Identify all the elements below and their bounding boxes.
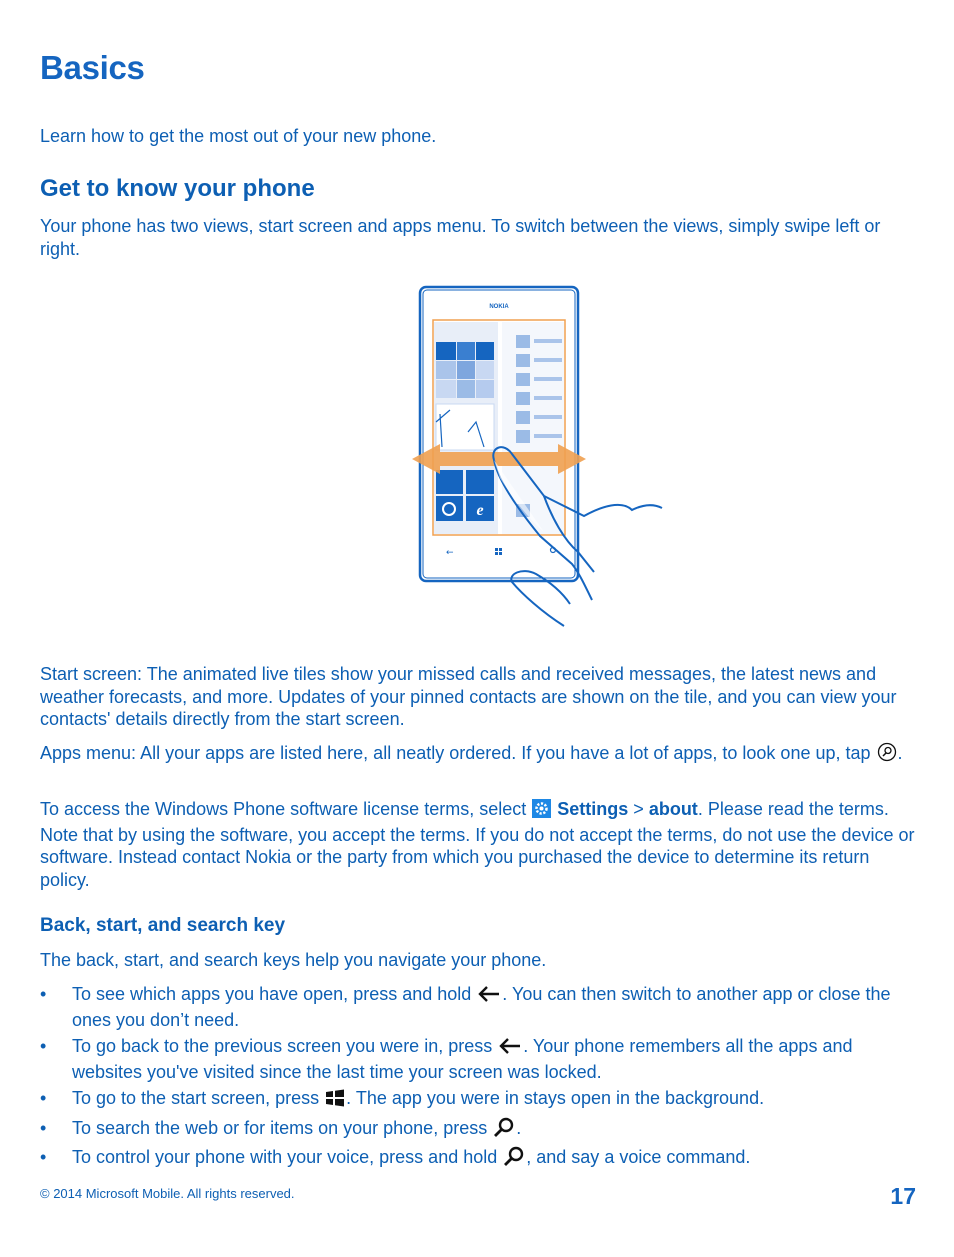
windows-start-icon bbox=[325, 1089, 345, 1113]
page-title: Basics bbox=[40, 49, 145, 86]
section-description: Your phone has two views, start screen and apps menu. To switch between the views, simply swipe left or right. bbox=[40, 216, 881, 259]
keys-heading: Back, start, and search key bbox=[40, 915, 286, 936]
path-separator: > bbox=[633, 799, 644, 819]
keys-description: The back, start, and search keys help you navigate your phone. bbox=[40, 950, 547, 970]
list-item: • To go back to the previous screen you were in, press . Your phone remembers all the apps and websites you've visited since the last time your screen was locked. bbox=[40, 1035, 916, 1083]
list-item: • To see which apps you have open, press and hold . You can then switch to another app or close the ones you don’t need. bbox=[40, 983, 916, 1031]
search-magnifier-icon bbox=[503, 1146, 525, 1172]
intro-paragraph: Learn how to get the most out of your new phone. bbox=[40, 126, 437, 146]
start-screen-paragraph: Start screen: The animated live tiles show your missed calls and received messages, the latest news and weather forecasts, and more. Updates of your pinned contacts are shown on the tile, and you can view your contacts' details directly from the start screen. bbox=[40, 664, 897, 729]
search-magnifier-icon bbox=[493, 1117, 515, 1143]
page-number: 17 bbox=[890, 1183, 916, 1209]
back-arrow-icon bbox=[498, 1037, 522, 1061]
about-label: about bbox=[648, 799, 698, 819]
settings-gear-icon bbox=[532, 799, 551, 824]
back-arrow-icon bbox=[477, 985, 501, 1009]
copyright-footer: © 2014 Microsoft Mobile. All rights reserved. bbox=[40, 1186, 295, 1201]
license-text-before: To access the Windows Phone software license terms, select bbox=[40, 799, 527, 819]
apps-menu-paragraph bbox=[40, 742, 916, 768]
apps-menu-end: . bbox=[897, 743, 903, 763]
list-item: • To go to the start screen, press . The app you were in stays open in the background. bbox=[40, 1087, 916, 1113]
phone-brand: NOKIA bbox=[489, 304, 509, 310]
apps-menu-text: Apps menu: All your apps are listed here, all neatly ordered. If you have a lot of apps, to look one up, tap bbox=[40, 743, 871, 763]
settings-label: Settings bbox=[557, 799, 629, 819]
phone-swipe-figure bbox=[372, 282, 672, 634]
phone-illustration bbox=[372, 282, 672, 639]
svg-text:e: e bbox=[476, 502, 484, 519]
search-icon bbox=[877, 742, 897, 768]
svg-text:←: ← bbox=[446, 548, 454, 558]
list-item: • To control your phone with your voice, press and hold , and say a voice command. bbox=[40, 1146, 916, 1172]
license-paragraph bbox=[40, 798, 916, 891]
license-text-after: . Please read the terms. Note that by using the software, you accept the terms. If you do not accept the terms, do not use the device or software. Instead contact Nokia or the party from which you purchased the device to determine its return policy. bbox=[40, 799, 915, 890]
list-item: • To search the web or for items on your phone, press . bbox=[40, 1117, 916, 1143]
section-heading: Get to know your phone bbox=[40, 175, 315, 202]
keys-bullet-list bbox=[40, 983, 916, 1176]
